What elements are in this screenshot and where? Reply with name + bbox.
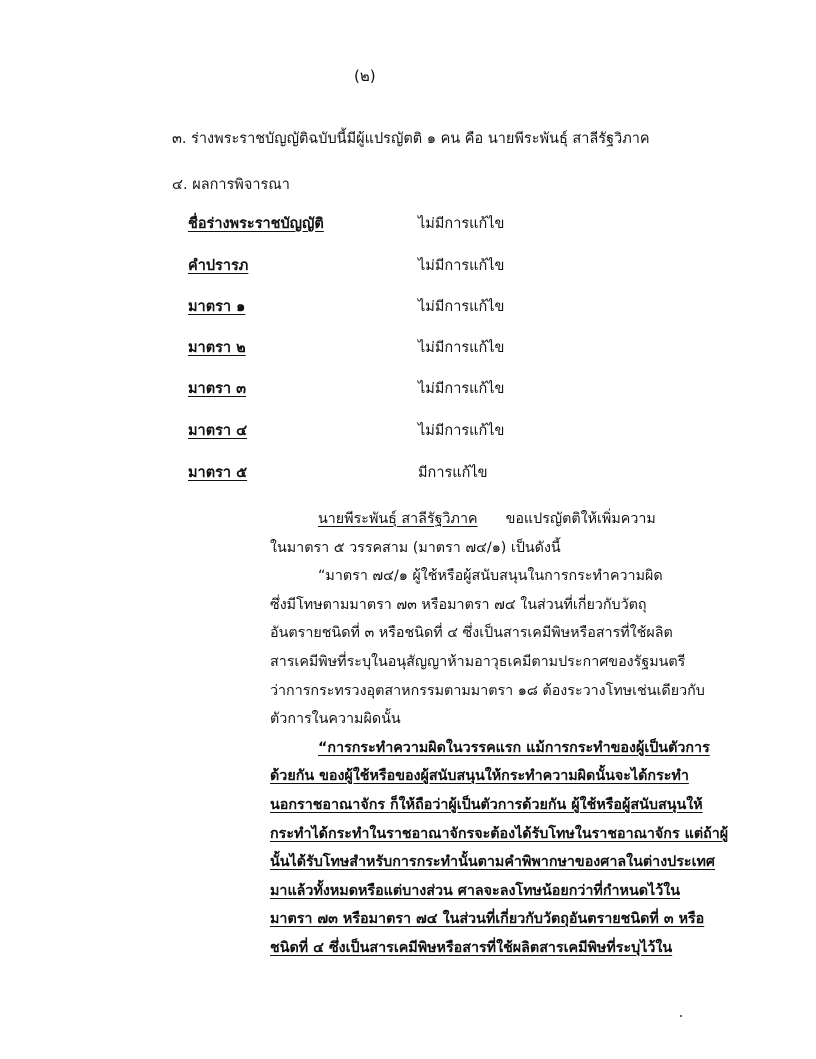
scan-speck	[680, 1015, 682, 1017]
added-text: กระทำได้กระทำในราชอาณาจักรจะต้องได้รับโทษในราชอาณาจักร แต่ถ้าผู้	[270, 825, 729, 842]
amendment-added-line	[270, 791, 730, 820]
result-status: ไม่มีการแก้ไข	[418, 258, 505, 274]
amendment-added-line	[270, 734, 730, 763]
amendment-added-line	[270, 762, 730, 791]
result-item-label: ชื่อร่างพระราชบัญญัติ	[188, 216, 324, 232]
result-status: ไม่มีการแก้ไข	[418, 423, 505, 439]
added-text: มาตรา ๗๓ หรือมาตรา ๗๔ ในส่วนที่เกี่ยวกับวัตถุอันตรายชนิดที่ ๓ หรือ	[270, 911, 705, 928]
result-status: ไม่มีการแก้ไข	[418, 299, 505, 315]
amendment-added-line	[270, 820, 730, 849]
result-item-label: มาตรา ๕	[188, 465, 248, 481]
result-status: ไม่มีการแก้ไข	[418, 216, 505, 232]
amendment-block	[270, 505, 730, 963]
result-row	[0, 461, 816, 485]
amendment-added-line	[270, 934, 730, 963]
amendment-added-line	[270, 905, 730, 934]
page-number: (๒)	[354, 67, 376, 85]
amender-name: นายพีระพันธุ์ สาลีรัฐวิภาค	[318, 511, 478, 527]
amendment-request: ขอแปรญัตติให้เพิ่มความ	[505, 511, 656, 527]
amendment-text-line: ตัวการในความผิดนั้น	[270, 711, 401, 728]
result-row	[0, 295, 816, 319]
result-item-label: คำปรารภ	[188, 258, 249, 274]
amendment-text-line: “มาตรา ๗๔/๑ ผู้ใช้หรือผู้สนับสนุนในการกระทำความผิด	[318, 568, 663, 585]
result-row	[0, 212, 816, 236]
amendment-text-line: ว่าการกระทรวงอุตสาหกรรมตามมาตรา ๑๘ ต้องระวางโทษเช่นเดียวกับ	[270, 682, 705, 699]
amendment-text-line: สารเคมีพิษที่ระบุในอนุสัญญาห้ามอาวุธเคมีตามประกาศของรัฐมนตรี	[270, 653, 686, 670]
result-row	[0, 377, 816, 401]
amendment-added-line	[270, 848, 730, 877]
amendment-intro-line	[270, 505, 730, 534]
result-item-label: มาตรา ๔	[188, 423, 248, 439]
result-status: มีการแก้ไข	[418, 465, 488, 481]
result-row	[0, 254, 816, 278]
amendment-text-line: ซึ่งมีโทษตามมาตรา ๗๓ หรือมาตรา ๗๔ ในส่วนที่เกี่ยวกับวัตถุ	[270, 596, 647, 613]
result-item-label: มาตรา ๑	[188, 299, 246, 315]
added-text: นั้นได้รับโทษสำหรับการกระทำนั้นตามคำพิพากษาของศาลในต่างประเทศ	[270, 854, 715, 871]
result-status: ไม่มีการแก้ไข	[418, 340, 505, 356]
result-item-label: มาตรา ๓	[188, 381, 247, 397]
result-item-label: มาตรา ๒	[188, 340, 246, 356]
section-3-translators: ๓. ร่างพระราชบัญญัติฉบับนี้มีผู้แปรญัตติ ๑ คน คือ นายพีระพันธุ์ สาลีรัฐวิภาค	[172, 131, 650, 147]
added-text: ชนิดที่ ๔ ซึ่งเป็นสารเคมีพิษหรือสารที่ใช้ผลิตสารเคมีพิษที่ระบุไว้ใน	[270, 939, 673, 956]
amendment-added-line	[270, 877, 730, 906]
result-row	[0, 336, 816, 360]
result-status: ไม่มีการแก้ไข	[418, 381, 505, 397]
added-text: “การกระทำความผิดในวรรคแรก แม้การกระทำของผู้เป็นตัวการ	[318, 739, 710, 756]
section-4-heading: ๔. ผลการพิจารณา	[172, 177, 290, 193]
amendment-scope-line: ในมาตรา ๕ วรรคสาม (มาตรา ๗๔/๑) เป็นดังนี้	[270, 539, 561, 556]
result-row	[0, 419, 816, 443]
added-text: นอกราชอาณาจักร ก็ให้ถือว่าผู้เป็นตัวการด้วยกัน ผู้ใช้หรือผู้สนับสนุนให้	[270, 796, 703, 813]
amendment-text-line: อันตรายชนิดที่ ๓ หรือชนิดที่ ๔ ซึ่งเป็นสารเคมีพิษหรือสารที่ใช้ผลิต	[270, 625, 673, 642]
added-text: ด้วยกัน ของผู้ใช้หรือของผู้สนับสนุนให้กระทำความผิดนั้นจะได้กระทำ	[270, 768, 689, 785]
added-text: มาแล้วทั้งหมดหรือแต่บางส่วน ศาลจะลงโทษน้อยกว่าที่กำหนดไว้ใน	[270, 882, 680, 899]
